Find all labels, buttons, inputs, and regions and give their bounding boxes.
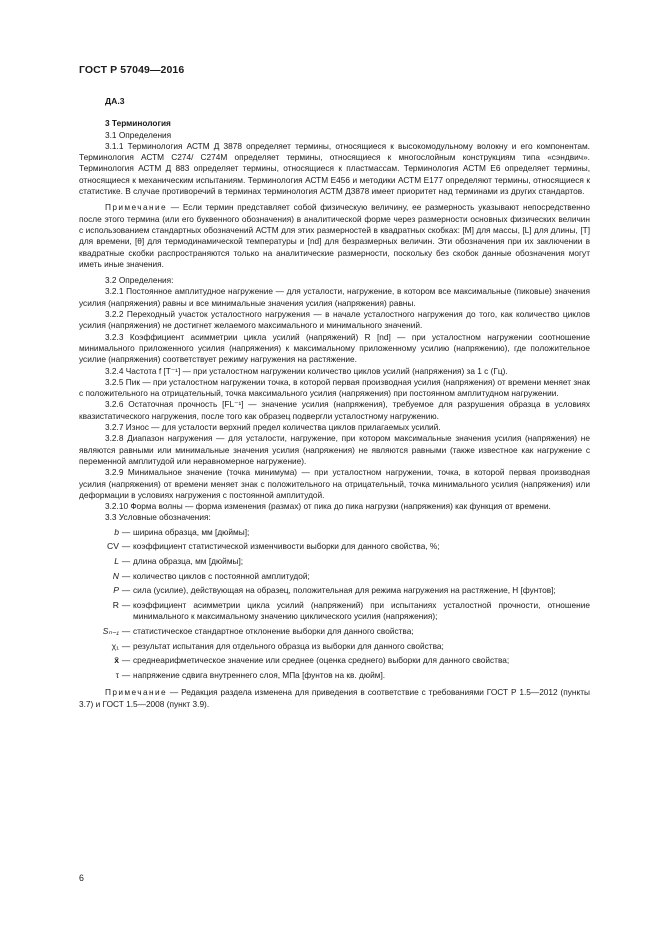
symbol-dash: — (121, 626, 131, 637)
symbol-row (79, 670, 590, 681)
symbol-row (79, 527, 590, 538)
note-2-label: Примечание (105, 687, 168, 698)
symbol-definition: сила (усилие), действующая на образец, положительная для режима нагружения на растяжение, Н [фунтов]; (133, 585, 556, 596)
document-body (79, 96, 590, 710)
symbol-row (79, 655, 590, 666)
symbol-dash: — (121, 585, 131, 596)
symbol-definition: среднеарифметическое значение или среднее (оценка среднего) выборки для данного свойства; (133, 655, 510, 666)
symbol-dash: — (121, 600, 131, 611)
symbol-definition: коэффициент статистической изменчивости выборки для данного свойства, %; (133, 541, 440, 552)
symbol: χ₁ (111, 640, 119, 651)
standard-header: ГОСТ Р 57049—2016 (79, 64, 185, 76)
paragraph-3-2: 3.2 Определения: (105, 275, 174, 286)
symbol: N (112, 570, 119, 581)
symbol-row (79, 585, 590, 596)
paragraph-3-3: 3.3 Условные обозначения: (105, 512, 211, 523)
note-1-text: — Если термин представляет собой физическую величину, ее размерность указывают непосредственно после этого термина (или его буквенного обозначения) в аналитической форме через размерности основных физических величин с использованием стандартных обозначений АСТМ для этих размерностей в квадратных скобках: [М] для массы, [L] для длины, [T] для времени, [θ] для термодинамической температуры и [nd] для безразмерных величин. Эти обозначения при их заключении в квадратные скобки распространяются только на аналитические размерности, поскольку без скобок данные обозначения могут иметь иные значения. (79, 202, 590, 269)
paragraph-3-2-6: 3.2.6 Остаточная прочность [FL⁻¹] — значение усилия (напряжения), требуемое для разрушения образца в условиях квазистатического нагружения, после того как образец подвергли усталостному нагружению. (79, 399, 590, 421)
symbol-dash: — (121, 526, 131, 537)
paragraph-3-2-10: 3.2.10 Форма волны — форма изменения (размах) от пика до пика нагрузки (напряжения) как функция от времени. (105, 501, 551, 512)
note-2-text: — Редакция раздела изменена для приведения в соответствие с требованиями ГОСТ Р 1.5—2012 (пункты 3.7) и ГОСТ 1.5—2008 (пункт 3.9). (79, 687, 590, 709)
paragraph-3-1-1: 3.1.1 Терминология АСТМ Д 3878 определяет термины, относящиеся к высокомодульному волокну и его компонентам. Терминология АСТМ С274/ С274М определяет термины, относящиеся к многослойным конструкциям типа «сэндвич». Терминология АСТМ Д 883 определяет термины, относящиеся к пластмассам. Терминология АСТМ Е6 определяет термины, относящиеся к механическим испытаниям. Терминология АСТМ Е456 и методики АСТМ Е177 определяют термины, относящиеся к статистике. В случае противоречий в терминах терминология АСТМ Д3878 имеет приоритет над терминами из других стандартов. (79, 140, 590, 197)
symbol: R (112, 600, 119, 611)
paragraph-3-2-5: 3.2.5 Пик — при усталостном нагружении точка, в которой первая производная усилия (напряжения) от времени меняет знак с положительного на отрицательный, точка максимального усилия (напряжения) при постоянном амплитудном нагружении. (79, 376, 590, 399)
paragraph-3-2-7: 3.2.7 Износ — для усталости верхний предел количества циклов прилагаемых усилий. (105, 422, 441, 433)
symbol-definition: коэффициент асимметрии цикла усилий (напряжений) при испытаниях усталостной прочности, отношение минимального к максимальному значению циклического усилия (напряжения); (133, 600, 590, 622)
symbol-definition: количество циклов с постоянной амплитудой; (133, 570, 310, 581)
symbol-definition: результат испытания для отдельного образца из выборки для данного свойства; (133, 640, 444, 651)
symbol: τ (115, 670, 119, 681)
symbol: Sₙ₋₁ (102, 626, 119, 637)
paragraph-3-2-4: 3.2.4 Частота f [T⁻¹] — при усталостном нагружении количество циклов усилий (напряжения) за 1 с (Гц). (105, 365, 508, 376)
section-subtitle: 3.1 Определения (105, 129, 172, 140)
symbol-row (79, 556, 590, 567)
symbol-dash: — (121, 541, 131, 552)
paragraph-3-2-3: 3.2.3 Коэффициент асимметрии цикла усилий (напряжений) R [nd] — при усталостном нагружении соотношение минимального приложенного усилия (напряжения) к максимальному приложенному усилию (напряжению), где положительное усилие (напряжения) соответствует режиму нагружения на растяжение. (79, 331, 590, 365)
symbol-definition: напряжение сдвига внутреннего слоя, МПа [фунтов на кв. дюйм]. (133, 670, 386, 681)
symbol-definition: длина образца, мм [дюймы]; (133, 556, 244, 567)
symbol: L (114, 556, 119, 567)
symbol-dash: — (121, 655, 131, 666)
symbol-dash: — (121, 670, 131, 681)
paragraph-3-2-9: 3.2.9 Минимальное значение (точка минимума) — при усталостном нагружении, точка, в которой первая производная усилия (напряжения) от времени меняет знак с положительного на отрицательный, точка минимального усилия (напряжения) или деформации в условиях нагружения с постоянной амплитудой. (79, 467, 590, 500)
symbol: x̄ (114, 655, 119, 666)
symbol: CV (107, 541, 119, 552)
symbol-definition: ширина образца, мм [дюймы]; (133, 526, 250, 537)
symbol-row (79, 626, 590, 637)
page-number: 6 (79, 873, 84, 883)
symbol-row (79, 541, 590, 552)
symbol: b (114, 526, 119, 537)
appendix-label: ДА.3 (105, 96, 125, 106)
symbol-row (79, 641, 590, 652)
paragraph-3-2-2: 3.2.2 Переходный участок усталостного нагружения — в начале усталостного нагружения до того, как количество циклов усилия (напряжения) не достигнет желаемого максимального и минимального значений. (79, 309, 590, 331)
paragraph-3-2-1: 3.2.1 Постоянное амплитудное нагружение — для усталости, нагружение, в котором все максимальные (пиковые) значения усилия (напряжения) равны и все минимальные значения усилия (напряжения) равны. (79, 286, 590, 308)
section-title: 3 Терминология (105, 118, 171, 129)
symbol-dash: — (121, 570, 131, 581)
symbol-dash: — (121, 640, 131, 651)
paragraph-3-2-8: 3.2.8 Диапазон нагружения — для усталости, нагружение, при котором максимальные значения усилия (напряжения) не являются равными или минимальные значения усилия (напряжения) не являются равными (также известное как нагружение с переменной амплитудой или неравномерное нагружение). (79, 433, 590, 466)
symbol-dash: — (121, 556, 131, 567)
symbol-row (79, 571, 590, 582)
symbol: P (113, 585, 119, 596)
note-2 (79, 687, 590, 710)
symbol-row (79, 600, 590, 623)
symbols-list (79, 527, 590, 682)
note-1-label: Примечание (105, 202, 168, 213)
note-1 (79, 202, 590, 270)
symbol-definition: статистическое стандартное отклонение выборки для данного свойства; (133, 626, 414, 637)
